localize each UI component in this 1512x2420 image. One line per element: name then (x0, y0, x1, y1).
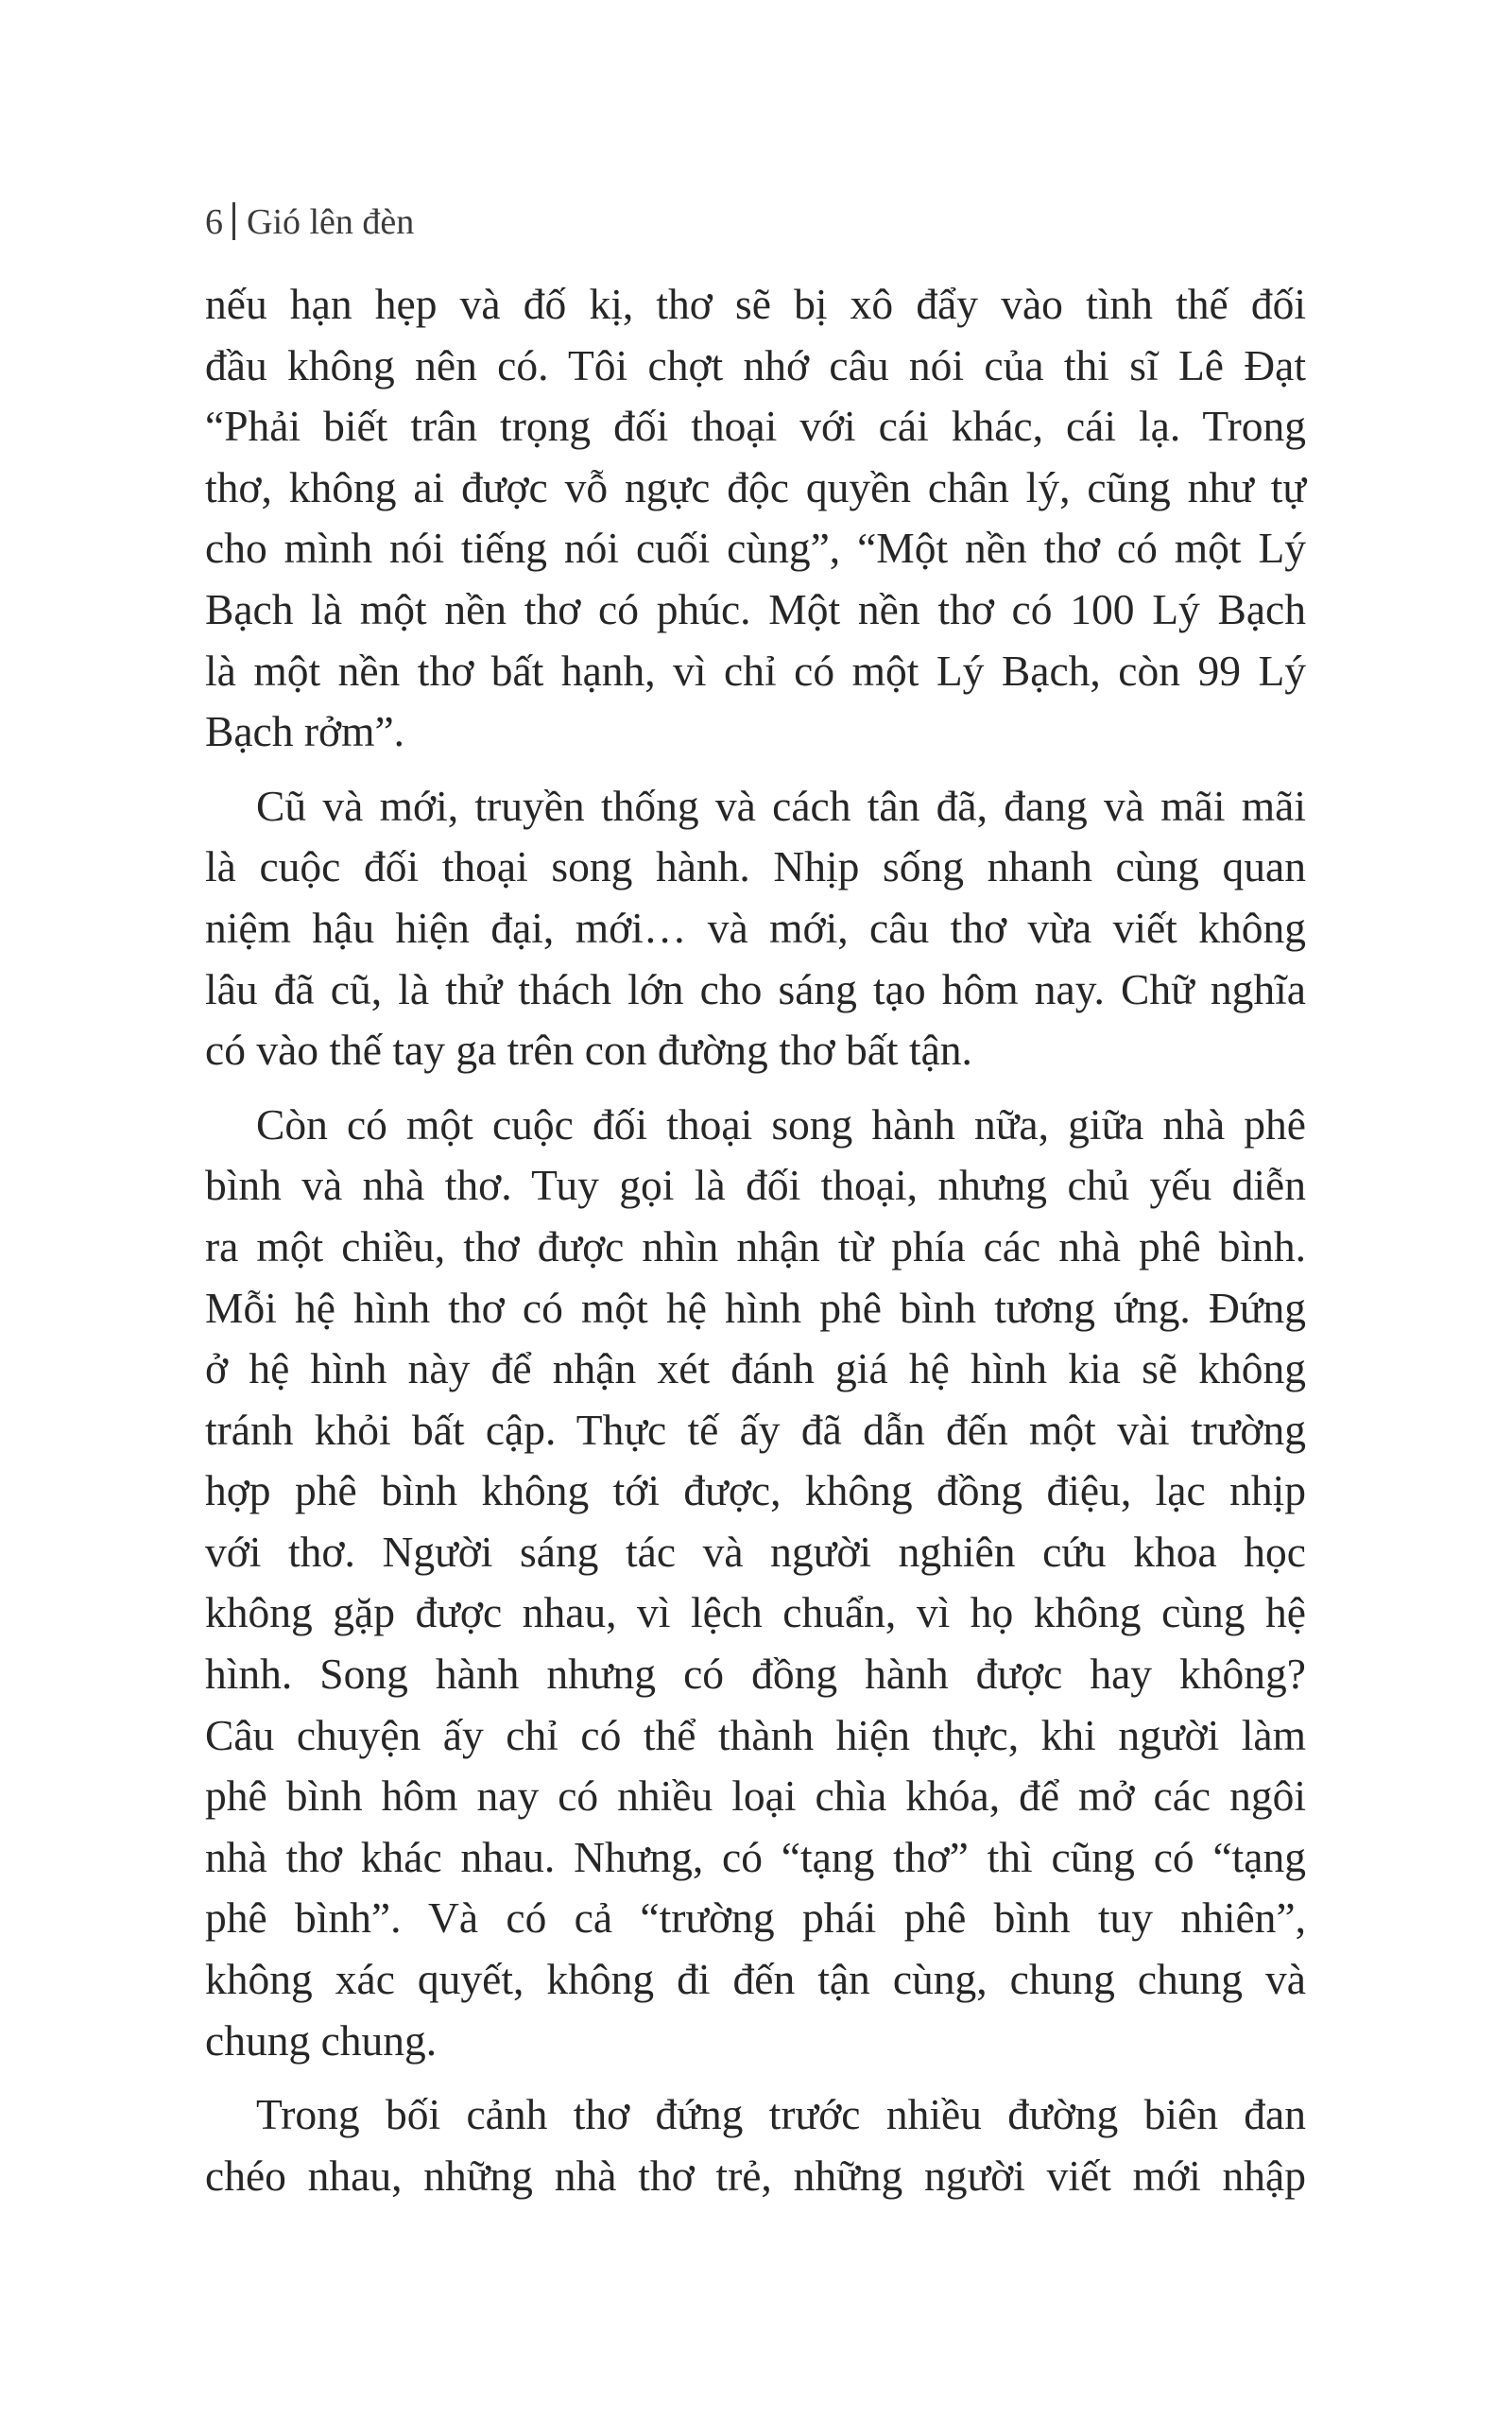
text-line: với thơ. Người sáng tác và người nghiên cứu khoa học (205, 1527, 1306, 1576)
paragraph-1 (205, 274, 1306, 763)
text-line: Cũ và mới, truyền thống và cách tân đã, đang và mãi mãi (256, 781, 1306, 830)
text-line: Mỗi hệ hình thơ có một hệ hình phê bình tương ứng. Đứng (205, 1283, 1306, 1332)
paragraph-4 (205, 2084, 1306, 2206)
text-line: có vào thế tay ga trên con đường thơ bất tận. (205, 1026, 972, 1075)
text-line: không gặp được nhau, vì lệch chuẩn, vì họ không cùng hệ (205, 1588, 1306, 1637)
text-line: niệm hậu hiện đại, mới… và mới, câu thơ vừa viết không (205, 903, 1306, 952)
text-line: Trong bối cảnh thơ đứng trước nhiều đường biên đan (256, 2090, 1306, 2139)
text-line: Còn có một cuộc đối thoại song hành nữa, giữa nhà phê (256, 1099, 1306, 1149)
paragraph-3 (205, 1095, 1306, 2072)
text-line: nếu hạn hẹp và đố kị, thơ sẽ bị xô đẩy vào tình thế đối (205, 280, 1306, 328)
text-line: chéo nhau, những nhà thơ trẻ, những người viết mới nhập (205, 2151, 1306, 2200)
book-title: Gió lên đèn (247, 202, 415, 242)
text-line: hợp phê bình không tới được, không đồng điệu, lạc nhịp (205, 1466, 1306, 1515)
text-line: không xác quyết, không đi đến tận cùng, chung chung và (205, 1955, 1306, 2004)
text-line: là một nền thơ bất hạnh, vì chỉ có một Lý Bạch, còn 99 Lý (205, 646, 1306, 695)
running-header (205, 194, 414, 251)
text-line: ở hệ hình này để nhận xét đánh giá hệ hình kia sẽ không (205, 1344, 1306, 1393)
text-line: tránh khỏi bất cập. Thực tế ấy đã dẫn đến một vài trường (205, 1405, 1306, 1454)
body-text (205, 274, 1306, 2206)
text-line: “Phải biết trân trọng đối thoại với cái khác, cái lạ. Trong (205, 402, 1306, 451)
text-line: nhà thơ khác nhau. Nhưng, có “tạng thơ” thì cũng có “tạng (205, 1832, 1306, 1881)
text-line: bình và nhà thơ. Tuy gọi là đối thoại, nhưng chủ yếu diễn (205, 1161, 1306, 1210)
text-line: là cuộc đối thoại song hành. Nhịp sống nhanh cùng quan (205, 842, 1306, 891)
text-line: phê bình”. Và có cả “trường phái phê bình tuy nhiên”, (205, 1893, 1306, 1943)
text-line: Bạch rởm”. (205, 707, 405, 756)
header-separator (232, 202, 235, 240)
paragraph-2 (205, 776, 1306, 1081)
text-line: thơ, không ai được vỗ ngực độc quyền chân lý, cũng như tự (205, 462, 1306, 511)
text-line: phê bình hôm nay có nhiều loại chìa khóa, để mở các ngôi (205, 1772, 1306, 1821)
text-line: đầu không nên có. Tôi chợt nhớ câu nói của thi sĩ Lê Đạt (205, 340, 1306, 389)
text-line: chung chung. (205, 2015, 438, 2065)
text-line: hình. Song hành nhưng có đồng hành được hay không? (205, 1650, 1306, 1699)
text-line: cho mình nói tiếng nói cuối cùng”, “Một nền thơ có một Lý (205, 524, 1306, 573)
text-line: Câu chuyện ấy chỉ có thể thành hiện thực, khi người làm (205, 1710, 1306, 1759)
text-line: lâu đã cũ, là thử thách lớn cho sáng tạo hôm nay. Chữ nghĩa (205, 964, 1306, 1013)
text-line: Bạch là một nền thơ có phúc. Một nền thơ có 100 Lý Bạch (205, 584, 1306, 633)
text-line: ra một chiều, thơ được nhìn nhận từ phía các nhà phê bình. (205, 1221, 1306, 1270)
page-number: 6 (205, 202, 223, 242)
